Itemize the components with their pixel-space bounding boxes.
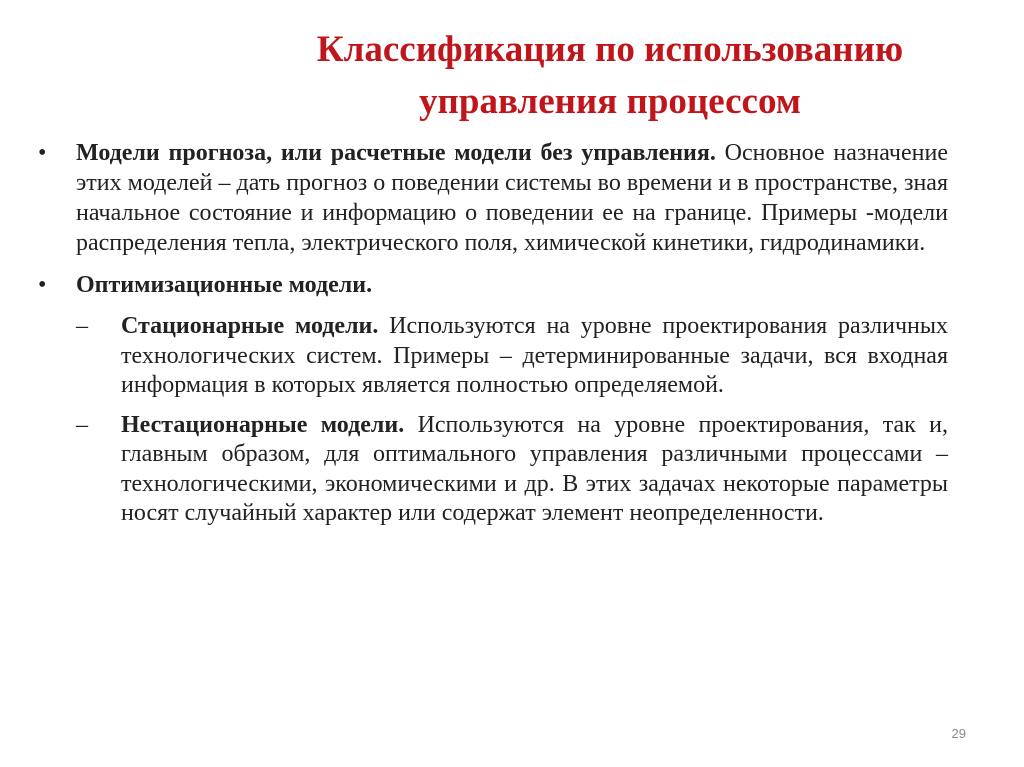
page-number: 29 (951, 726, 966, 741)
slide-body (38, 138, 948, 539)
bullet-forecast-models (38, 138, 948, 258)
slide-title-line-1: Классификация по использованию (316, 29, 904, 70)
slide-title-line-2: управления процессом (419, 81, 801, 122)
subitem-stationary-models (76, 312, 948, 401)
bullet-optimization-models (38, 270, 948, 300)
dash-marker: – (76, 313, 88, 339)
dash-marker: – (76, 411, 88, 438)
bullet-heading: Модели прогноза, или расчетные модели без управления. (76, 140, 716, 166)
subitem-text: Используются на уровне проектирования, так и, главным образом, для оптимального управления различными процессами – технологическими, экономическими и др. В этих задачах некоторые параметры носят случайный характер или содержат элемент неопределенности. (121, 411, 949, 526)
subitem-text: Используются на уровне проектирования различных технологических систем. Примеры – детерминированные задачи, вся входная информация в которых является полностью определяемой. (121, 313, 949, 398)
slide-title (240, 24, 980, 128)
bullet-marker: • (38, 272, 47, 298)
subitem-nonstationary-models (76, 411, 948, 529)
bullet-marker: • (38, 140, 47, 166)
subitem-heading: Нестационарные модели. (121, 411, 405, 438)
sub-list-optimization (38, 312, 948, 529)
bullet-heading: Оптимизационные модели. (76, 272, 373, 298)
bullet-text: Основное назначение этих моделей – дать прогноз о поведении системы во времени и в пространстве, зная начальное состояние и информацию о поведении ее на границе. Примеры -модели распределения тепла, электрического поля, химической кинетики, гидродинамики. (76, 140, 948, 256)
subitem-heading: Стационарные модели. (121, 313, 379, 339)
